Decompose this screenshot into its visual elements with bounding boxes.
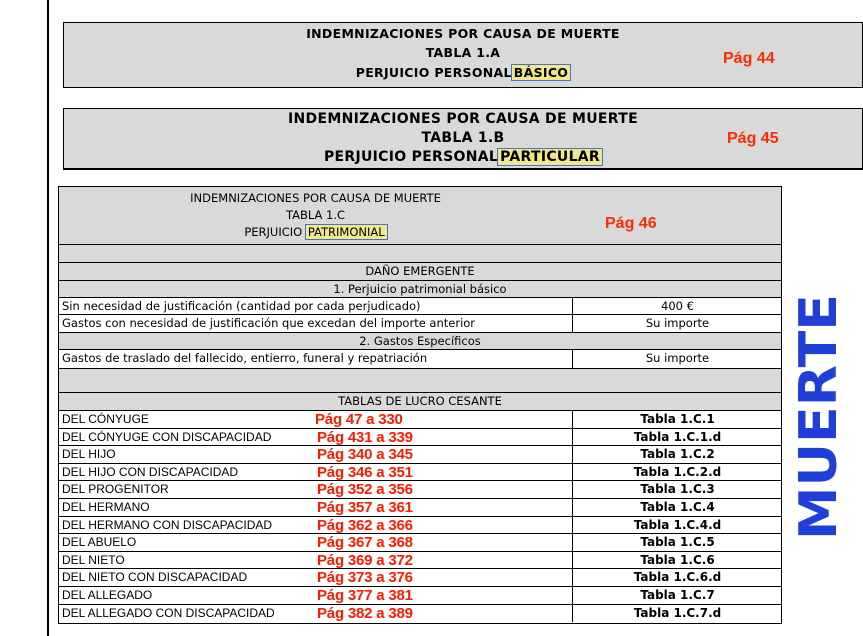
page-ref-45: Pág 45 <box>727 130 779 147</box>
table-row <box>59 552 781 570</box>
row-label: DEL ALLEGADO <box>62 588 153 602</box>
page-margin-line <box>47 0 49 636</box>
row-label: DEL ABUELO <box>62 535 137 550</box>
table-row <box>59 350 781 369</box>
row-label: Gastos con necesidad de justificación que excedan del importe anterior <box>62 316 476 330</box>
row-label: DEL HERMANO <box>62 500 150 514</box>
row-table-ref: Tabla 1.C.1 <box>572 411 782 428</box>
dano-emergente-header: DAÑO EMERGENTE <box>59 263 781 281</box>
row-label: DEL HIJO CON DISCAPACIDAD <box>62 464 239 479</box>
row-page-ref: Pág 431 a 339 <box>317 428 413 446</box>
table-c-title: INDEMNIZACIONES POR CAUSA DE MUERTE <box>190 191 441 205</box>
row-label: DEL ALLEGADO CON DISCAPACIDAD <box>62 605 275 620</box>
tabla-1c <box>58 186 782 624</box>
row-label: Gastos de traslado del fallecido, entierro, funeral y repatriación <box>62 351 428 365</box>
row-table-ref: Tabla 1.C.6 <box>572 552 782 569</box>
table-row <box>59 315 781 333</box>
table-c-highlight: PATRIMONIAL <box>307 225 385 239</box>
row-value: Su importe <box>572 315 782 332</box>
row-page-ref: Pág 47 a 330 <box>315 411 403 428</box>
table-row <box>59 481 781 499</box>
banner-b-prefix: PERJUICIO PERSONAL <box>323 149 499 165</box>
table-row <box>59 411 781 429</box>
row-table-ref: Tabla 1.C.7 <box>572 587 782 604</box>
blank-row <box>59 369 781 393</box>
row-value: 400 € <box>572 298 782 314</box>
table-row <box>59 534 781 552</box>
row-label: Sin necesidad de justificación (cantidad por cada perjudicado) <box>62 299 421 313</box>
row-label: DEL PROGENITOR <box>62 482 169 497</box>
row-label: DEL NIETO <box>62 552 125 567</box>
table-row <box>59 429 781 447</box>
row-label: DEL HERMANO CON DISCAPACIDAD <box>62 517 273 532</box>
row-page-ref: Pág 369 a 372 <box>317 551 413 569</box>
table-row <box>59 569 781 587</box>
section-2-header: 2. Gastos Específicos <box>59 333 781 350</box>
row-page-ref: Pág 377 a 381 <box>317 587 413 604</box>
page-ref-46: Pág 46 <box>605 215 657 232</box>
table-c-prefix: PERJUICIO <box>244 225 303 239</box>
table-row <box>59 298 781 315</box>
table-c-table: TABLA 1.C <box>285 208 346 222</box>
row-label: DEL HIJO <box>62 447 116 462</box>
banner-a-highlight: BÁSICO <box>513 65 569 80</box>
table-row <box>59 605 781 623</box>
muerte-side-label <box>789 292 849 542</box>
row-page-ref: Pág 352 a 356 <box>317 481 413 499</box>
row-page-ref: Pág 362 a 366 <box>317 516 413 534</box>
banner-a-prefix: PERJUICIO PERSONAL <box>355 65 512 80</box>
row-table-ref: Tabla 1.C.2.d <box>572 464 782 481</box>
page-ref-44: Pág 44 <box>723 50 775 67</box>
table-row <box>59 446 781 464</box>
row-page-ref: Pág 373 a 376 <box>317 569 413 587</box>
row-value: Su importe <box>572 350 782 368</box>
row-table-ref: Tabla 1.C.5 <box>572 534 782 551</box>
row-label: DEL CÓNYUGE <box>62 412 149 426</box>
row-table-ref: Tabla 1.C.2 <box>572 446 782 463</box>
table-row <box>59 499 781 517</box>
row-page-ref: Pág 382 a 389 <box>317 604 413 622</box>
row-table-ref: Tabla 1.C.3 <box>572 481 782 498</box>
table-row <box>59 517 781 535</box>
lucro-cesante-header: TABLAS DE LUCRO CESANTE <box>59 393 781 411</box>
row-table-ref: Tabla 1.C.6.d <box>572 569 782 586</box>
banner-b-title: INDEMNIZACIONES POR CAUSA DE MUERTE <box>288 111 638 127</box>
row-table-ref: Tabla 1.C.4.d <box>572 517 782 534</box>
row-page-ref: Pág 367 a 368 <box>317 534 413 552</box>
banner-a-table: TABLA 1.A <box>425 45 501 60</box>
banner-b-table: TABLA 1.B <box>421 130 505 146</box>
table-row <box>59 587 781 605</box>
muerte-text: MUERTE <box>789 301 849 540</box>
row-label: DEL NIETO CON DISCAPACIDAD <box>62 570 248 585</box>
banner-a-title: INDEMNIZACIONES POR CAUSA DE MUERTE <box>306 26 620 41</box>
row-table-ref: Tabla 1.C.4 <box>572 499 782 516</box>
row-label: DEL CÓNYUGE CON DISCAPACIDAD <box>62 429 272 444</box>
table-c-subtitle <box>59 224 572 241</box>
blank-row <box>59 245 781 263</box>
table-row <box>59 464 781 482</box>
row-page-ref: Pág 346 a 351 <box>317 463 413 481</box>
row-table-ref: Tabla 1.C.7.d <box>572 605 782 623</box>
table-c-header <box>59 187 781 245</box>
row-table-ref: Tabla 1.C.1.d <box>572 429 782 446</box>
banner-b-subtitle <box>64 149 862 165</box>
section-1-header: 1. Perjuicio patrimonial básico <box>59 281 781 298</box>
row-page-ref: Pág 340 a 345 <box>317 446 413 464</box>
row-page-ref: Pág 357 a 361 <box>317 499 413 516</box>
banner-b-highlight: PARTICULAR <box>500 149 601 165</box>
